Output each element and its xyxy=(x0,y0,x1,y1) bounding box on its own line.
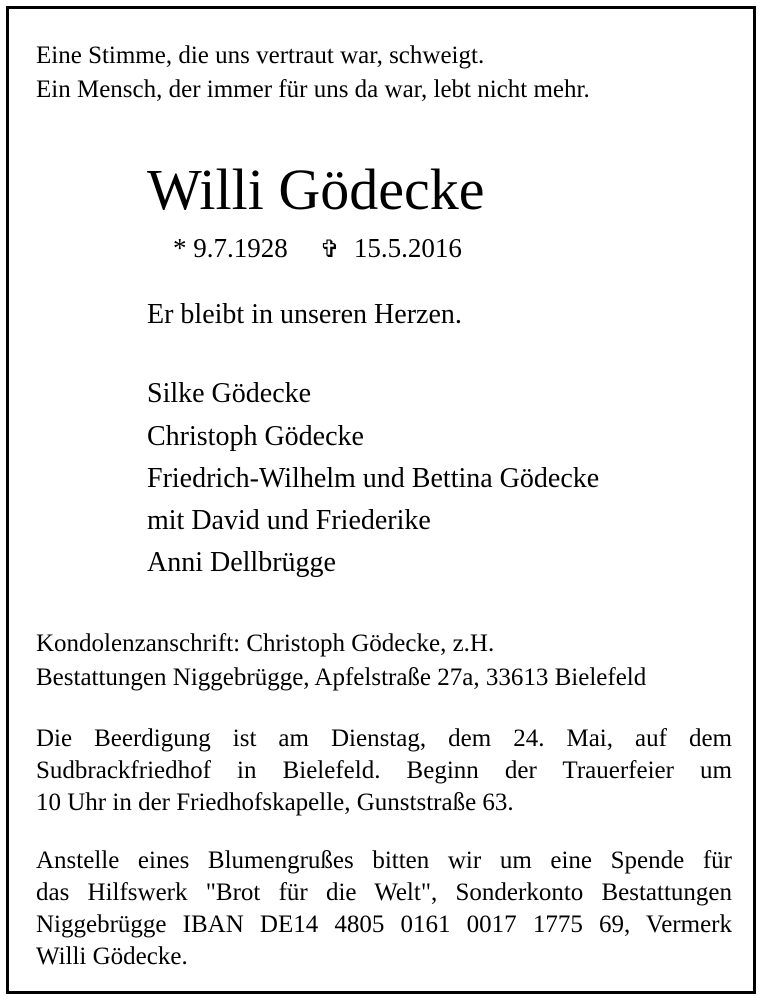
life-dates xyxy=(173,235,462,262)
donation-line: Willi Gödecke. xyxy=(36,943,188,970)
deceased-name: Willi Gödecke xyxy=(147,157,485,222)
cross-icon: ✞ xyxy=(319,237,340,263)
condolence-line-2: Bestattungen Niggebrügge, Apfelstraße 27a, 33613 Bielefeld xyxy=(36,664,647,691)
family-member: Friedrich-Wilhelm und Bettina Gödecke xyxy=(147,463,600,494)
funeral-line: 10 Uhr in der Friedhofskapelle, Gunststraße 63. xyxy=(36,789,514,816)
donation-line: Anstelle eines Blumengrußes bitten wir um eine Spende für xyxy=(36,847,732,874)
donation-line: Niggebrügge IBAN DE14 4805 0161 0017 1775 69, Vermerk xyxy=(36,911,732,938)
intro-line-2: Ein Mensch, der immer für uns da war, lebt nicht mehr. xyxy=(36,76,590,103)
funeral-line: Die Beerdigung ist am Dienstag, dem 24. Mai, auf dem xyxy=(36,725,732,752)
family-member: Anni Dellbrügge xyxy=(147,547,336,578)
donation-paragraph xyxy=(36,845,732,973)
death-date: 15.5.2016 xyxy=(353,233,462,263)
family-member: Silke Gödecke xyxy=(147,378,312,409)
birth-date: * 9.7.1928 xyxy=(173,233,288,263)
condolence-line-1: Kondolenzanschrift: Christoph Gödecke, z.H. xyxy=(36,630,495,657)
funeral-line: Sudbrackfriedhof in Bielefeld. Beginn der Trauerfeier um xyxy=(36,757,732,784)
motto: Er bleibt in unseren Herzen. xyxy=(147,299,462,330)
donation-line: das Hilfswerk "Brot für die Welt", Sonderkonto Bestattungen xyxy=(36,879,732,906)
obituary-frame xyxy=(6,6,756,994)
family-member: Christoph Gödecke xyxy=(147,421,364,452)
family-member: mit David und Friederike xyxy=(147,505,431,536)
intro-line-1: Eine Stimme, die uns vertraut war, schweigt. xyxy=(36,42,485,69)
funeral-paragraph xyxy=(36,723,732,819)
